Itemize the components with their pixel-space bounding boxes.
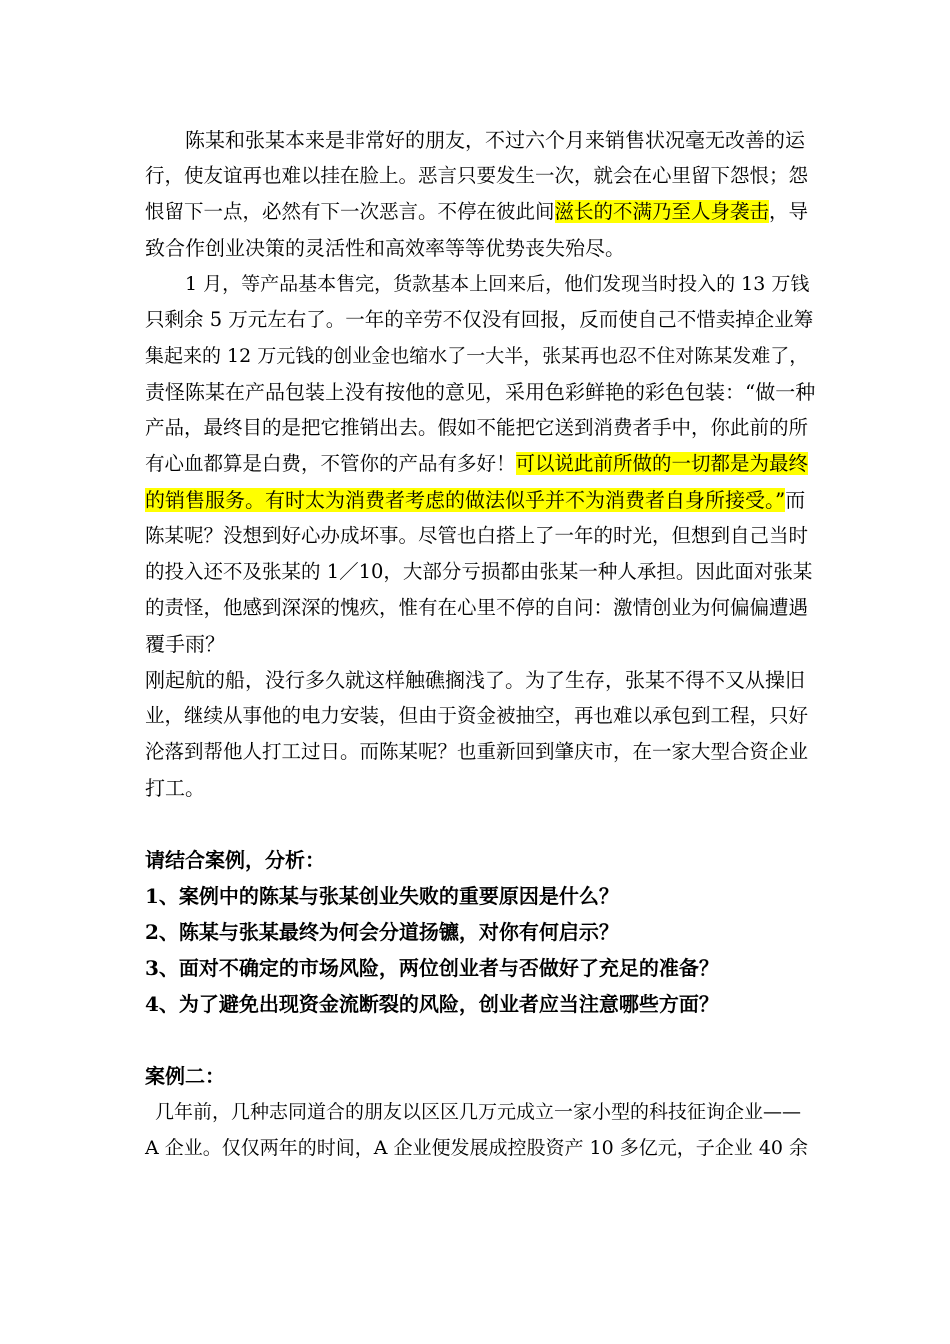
question-3: 3、面对不确定的市场风险，两位创业者与否做好了充足的准备？	[145, 956, 719, 980]
paragraph-2-line-3: 集起来的 12 万元钱的创业金也缩水了一大半，张某再也忍不住对陈某发难了，	[145, 345, 809, 367]
paragraph-1-line-3	[145, 199, 808, 225]
paragraph-3-line-2: 业，继续从事他的电力安装，但由于资金被抽空，再也难以承包到工程，只好	[145, 704, 809, 727]
paragraph-2-line-11: 覆手雨？	[145, 632, 225, 656]
highlighted-text: 的销售服务。有时太为消费者考虑的做法似乎并不为消费者自身所接受。”	[145, 488, 786, 512]
case-2-heading: 案例二：	[145, 1064, 225, 1088]
paragraph-2-line-9: 的投入还不及张某的 1／10，大部分亏损都由张某一种人承担。因此面对张某	[145, 560, 813, 583]
text-run: ，导	[769, 200, 809, 223]
highlighted-text: 可以说此前所做的一切都是为最终	[515, 452, 809, 475]
paragraph-2-line-6	[145, 451, 808, 477]
text-run: 而	[785, 488, 806, 512]
paragraph-2-line-8: 陈某呢？没想到好心办成坏事。尽管也白搭上了一年的时光，但想到自己当时	[145, 524, 809, 547]
paragraph-3-line-3: 沦落到帮他人打工过日。而陈某呢？也重新回到肇庆市，在一家大型合资企业	[145, 740, 809, 763]
paragraph-2-line-7	[145, 487, 805, 513]
paragraph-2-line-5: 产品，最终目的是把它推销出去。假如不能把它送到消费者手中，你此前的所	[145, 416, 809, 439]
paragraph-1-line-2: 行，使友谊再也难以挂在脸上。恶言只要发生一次，就会在心里留下怨恨；怨	[145, 164, 809, 187]
paragraph-2-line-4: 责怪陈某在产品包装上没有按他的意见，采用色彩鲜艳的彩色包装：“做一种	[145, 380, 816, 404]
question-4: 4、为了避免出现资金流断裂的风险，创业者应当注意哪些方面？	[145, 992, 719, 1016]
paragraph-3-line-4: 打工。	[145, 776, 205, 800]
paragraph-1-line-4: 致合作创业决策的灵活性和高效率等等优势丧失殆尽。	[145, 236, 625, 260]
case-2-line-1: 几年前，几种志同道合的朋友以区区几万元成立一家小型的科技征询企业——	[155, 1101, 802, 1123]
text-run: 恨留下一点，必然有下一次恶言。不停在彼此间	[145, 200, 555, 223]
highlighted-text: 滋长的不满乃至人身袭击	[554, 200, 770, 223]
paragraph-3-line-1: 刚起航的船，没行多久就这样触礁搁浅了。为了生存，张某不得不又从操旧	[145, 668, 805, 692]
text-run: 有心血都算是白费，不管你的产品有多好！	[145, 452, 516, 475]
paragraph-2-line-10: 的责怪，他感到深深的愧疚，惟有在心里不停的自问：激情创业为何偏偏遭遇	[145, 596, 809, 619]
question-2: 2、陈某与张某最终为何会分道扬镳，对你有何启示？	[145, 920, 619, 944]
paragraph-1-line-1: 陈某和张某本来是非常好的朋友，不过六个月来销售状况毫无改善的运	[185, 128, 805, 152]
paragraph-2-line-1: 1 月，等产品基本售完，货款基本上回来后，他们发现当时投入的 13 万钱	[185, 273, 810, 295]
question-1: 1、案例中的陈某与张某创业失败的重要原因是什么？	[145, 884, 619, 908]
paragraph-2-line-2: 只剩余 5 万元左右了。一年的辛劳不仅没有回报，反而使自己不惜卖掉企业筹	[145, 308, 814, 331]
case-2-line-2: A 企业。仅仅两年的时间，A 企业便发展成控股资产 10 多亿元，子企业 40 余	[145, 1137, 809, 1159]
questions-heading: 请结合案例，分析：	[145, 848, 325, 872]
